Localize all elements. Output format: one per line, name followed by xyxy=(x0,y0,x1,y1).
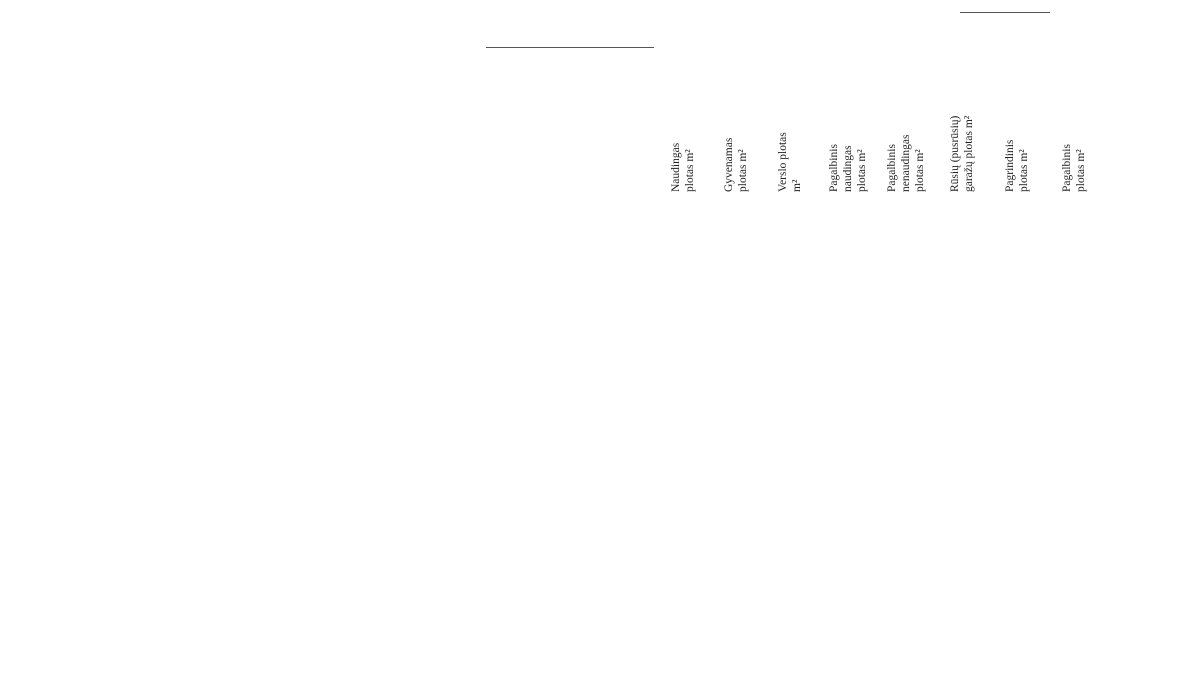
col-header-pagalb-nenaud: Pagalbinis nenaudingas plotas m² xyxy=(886,134,926,192)
col-header-verslo: Verslo plotas m² xyxy=(777,132,803,192)
col-header-gyvenamas: Gyvenamas plotas m² xyxy=(723,137,749,192)
col-header-pagalbinis: Pagalbinis plotas m² xyxy=(1061,144,1087,192)
col-header-rusiu: Rūsių (pusrūsių) garažų plotas m² xyxy=(949,115,975,192)
col-header-pagalb-naud: Pagalbinis naudingas plotas m² xyxy=(828,144,868,192)
col-header-pagrindinis: Pagrindinis plotas m² xyxy=(1004,139,1030,192)
col-header-naudingas: Naudingas plotas m² xyxy=(670,142,696,192)
